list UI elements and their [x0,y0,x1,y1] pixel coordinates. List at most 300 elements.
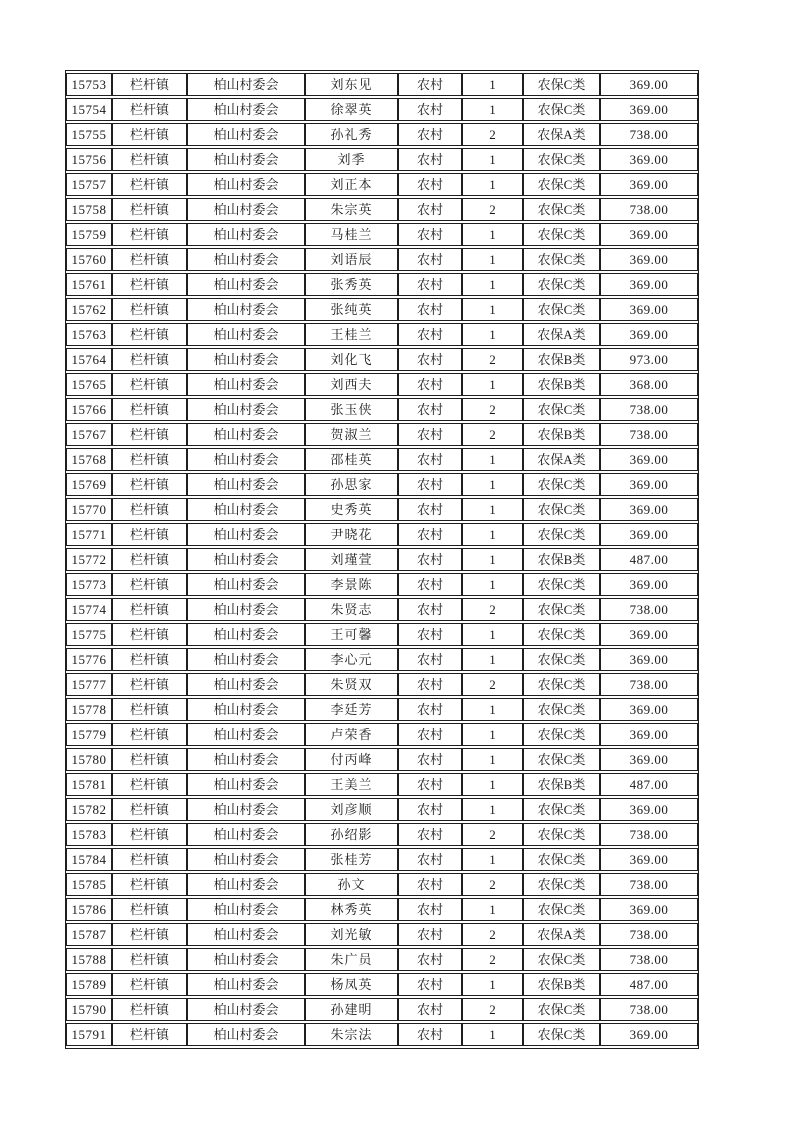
cell-amount: 738.00 [600,948,698,971]
cell-amount: 738.00 [600,423,698,446]
cell-id: 15781 [66,773,112,796]
cell-name: 李景陈 [305,573,398,596]
cell-count: 1 [462,573,523,596]
cell-town: 栏杆镇 [112,648,187,671]
cell-amount: 738.00 [600,198,698,221]
cell-category: 农保A类 [523,323,600,346]
cell-category: 农保C类 [523,298,600,321]
cell-count: 1 [462,373,523,396]
cell-id: 15769 [66,473,112,496]
cell-type: 农村 [398,148,462,171]
cell-category: 农保C类 [523,948,600,971]
cell-name: 卢荣香 [305,723,398,746]
cell-category: 农保C类 [523,398,600,421]
cell-count: 1 [462,248,523,271]
cell-category: 农保B类 [523,973,600,996]
cell-count: 1 [462,973,523,996]
cell-id: 15784 [66,848,112,871]
cell-amount: 369.00 [600,498,698,521]
cell-town: 栏杆镇 [112,623,187,646]
cell-id: 15785 [66,873,112,896]
cell-category: 农保C类 [523,523,600,546]
cell-town: 栏杆镇 [112,923,187,946]
cell-count: 1 [462,623,523,646]
cell-count: 2 [462,398,523,421]
table-row [66,148,698,171]
cell-category: 农保B类 [523,773,600,796]
table-row [66,773,698,796]
cell-amount: 369.00 [600,448,698,471]
table-row [66,173,698,196]
cell-type: 农村 [398,623,462,646]
cell-type: 农村 [398,273,462,296]
cell-name: 朱贤双 [305,673,398,696]
table-row [66,698,698,721]
table-row [66,73,698,96]
cell-name: 刘化飞 [305,348,398,371]
cell-amount: 738.00 [600,123,698,146]
cell-category: 农保C类 [523,273,600,296]
cell-id: 15782 [66,798,112,821]
cell-village: 柏山村委会 [187,673,305,696]
cell-village: 柏山村委会 [187,598,305,621]
cell-town: 栏杆镇 [112,123,187,146]
cell-id: 15761 [66,273,112,296]
cell-amount: 487.00 [600,973,698,996]
cell-village: 柏山村委会 [187,698,305,721]
table-row [66,398,698,421]
cell-count: 2 [462,673,523,696]
cell-amount: 368.00 [600,373,698,396]
cell-amount: 369.00 [600,298,698,321]
table-row [66,423,698,446]
table-row [66,923,698,946]
cell-type: 农村 [398,198,462,221]
cell-type: 农村 [398,923,462,946]
cell-town: 栏杆镇 [112,323,187,346]
cell-town: 栏杆镇 [112,1023,187,1046]
cell-name: 徐翠英 [305,98,398,121]
cell-amount: 487.00 [600,773,698,796]
table-row [66,248,698,271]
table-row [66,198,698,221]
cell-amount: 487.00 [600,548,698,571]
cell-category: 农保C类 [523,173,600,196]
cell-type: 农村 [398,448,462,471]
cell-category: 农保C类 [523,98,600,121]
cell-id: 15770 [66,498,112,521]
cell-village: 柏山村委会 [187,798,305,821]
cell-name: 刘正本 [305,173,398,196]
cell-count: 1 [462,273,523,296]
table-row [66,498,698,521]
cell-village: 柏山村委会 [187,523,305,546]
cell-name: 邵桂英 [305,448,398,471]
cell-category: 农保C类 [523,248,600,271]
cell-count: 1 [462,748,523,771]
table-row [66,648,698,671]
cell-category: 农保C类 [523,198,600,221]
cell-town: 栏杆镇 [112,398,187,421]
cell-category: 农保B类 [523,348,600,371]
cell-town: 栏杆镇 [112,248,187,271]
cell-category: 农保C类 [523,848,600,871]
cell-type: 农村 [398,373,462,396]
table-row [66,873,698,896]
cell-town: 栏杆镇 [112,798,187,821]
cell-name: 孙思家 [305,473,398,496]
cell-id: 15775 [66,623,112,646]
cell-village: 柏山村委会 [187,148,305,171]
cell-count: 1 [462,173,523,196]
cell-name: 孙建明 [305,998,398,1021]
cell-amount: 369.00 [600,173,698,196]
cell-town: 栏杆镇 [112,723,187,746]
cell-village: 柏山村委会 [187,173,305,196]
cell-category: 农保C类 [523,148,600,171]
cell-category: 农保C类 [523,873,600,896]
cell-name: 史秀英 [305,498,398,521]
table-row [66,523,698,546]
cell-type: 农村 [398,548,462,571]
cell-village: 柏山村委会 [187,273,305,296]
cell-name: 杨凤英 [305,973,398,996]
table-body [66,73,698,1046]
cell-count: 1 [462,498,523,521]
cell-count: 2 [462,423,523,446]
cell-category: 农保B类 [523,373,600,396]
cell-id: 15756 [66,148,112,171]
cell-count: 1 [462,223,523,246]
cell-village: 柏山村委会 [187,223,305,246]
cell-count: 1 [462,723,523,746]
cell-category: 农保C类 [523,748,600,771]
cell-type: 农村 [398,573,462,596]
cell-village: 柏山村委会 [187,923,305,946]
cell-village: 柏山村委会 [187,848,305,871]
cell-town: 栏杆镇 [112,73,187,96]
cell-category: 农保C类 [523,898,600,921]
cell-amount: 369.00 [600,223,698,246]
cell-id: 15762 [66,298,112,321]
cell-amount: 973.00 [600,348,698,371]
cell-name: 张玉侠 [305,398,398,421]
cell-category: 农保C类 [523,648,600,671]
cell-name: 王美兰 [305,773,398,796]
cell-count: 1 [462,898,523,921]
cell-id: 15767 [66,423,112,446]
cell-count: 1 [462,73,523,96]
cell-id: 15789 [66,973,112,996]
cell-amount: 369.00 [600,1023,698,1046]
cell-count: 2 [462,123,523,146]
table-row [66,98,698,121]
cell-amount: 369.00 [600,848,698,871]
cell-id: 15764 [66,348,112,371]
cell-category: 农保C类 [523,1023,600,1046]
cell-town: 栏杆镇 [112,373,187,396]
cell-name: 王桂兰 [305,323,398,346]
cell-type: 农村 [398,873,462,896]
cell-count: 1 [462,323,523,346]
cell-count: 1 [462,523,523,546]
cell-id: 15777 [66,673,112,696]
cell-name: 孙文 [305,873,398,896]
cell-count: 1 [462,1023,523,1046]
cell-category: 农保C类 [523,498,600,521]
cell-category: 农保C类 [523,723,600,746]
cell-id: 15778 [66,698,112,721]
cell-town: 栏杆镇 [112,698,187,721]
cell-id: 15760 [66,248,112,271]
cell-amount: 369.00 [600,323,698,346]
cell-name: 刘瑾萱 [305,548,398,571]
table-row [66,123,698,146]
cell-amount: 738.00 [600,673,698,696]
cell-village: 柏山村委会 [187,823,305,846]
cell-id: 15758 [66,198,112,221]
cell-category: 农保C类 [523,73,600,96]
cell-town: 栏杆镇 [112,573,187,596]
cell-name: 张桂芳 [305,848,398,871]
cell-count: 2 [462,923,523,946]
cell-town: 栏杆镇 [112,848,187,871]
cell-count: 1 [462,473,523,496]
cell-town: 栏杆镇 [112,523,187,546]
table-row [66,898,698,921]
cell-name: 朱宗英 [305,198,398,221]
cell-town: 栏杆镇 [112,973,187,996]
cell-type: 农村 [398,498,462,521]
cell-id: 15791 [66,1023,112,1046]
cell-town: 栏杆镇 [112,273,187,296]
cell-count: 2 [462,823,523,846]
cell-count: 1 [462,548,523,571]
cell-type: 农村 [398,998,462,1021]
cell-name: 王可馨 [305,623,398,646]
cell-town: 栏杆镇 [112,598,187,621]
cell-village: 柏山村委会 [187,98,305,121]
cell-count: 2 [462,873,523,896]
cell-count: 2 [462,948,523,971]
cell-category: 农保B类 [523,548,600,571]
cell-village: 柏山村委会 [187,573,305,596]
cell-type: 农村 [398,648,462,671]
cell-town: 栏杆镇 [112,148,187,171]
cell-type: 农村 [398,748,462,771]
cell-name: 李廷芳 [305,698,398,721]
cell-name: 刘西夫 [305,373,398,396]
cell-town: 栏杆镇 [112,223,187,246]
cell-name: 张纯英 [305,298,398,321]
cell-type: 农村 [398,98,462,121]
cell-village: 柏山村委会 [187,373,305,396]
cell-village: 柏山村委会 [187,773,305,796]
table-row [66,573,698,596]
cell-type: 农村 [398,1023,462,1046]
cell-category: 农保B类 [523,423,600,446]
cell-name: 朱广员 [305,948,398,971]
cell-amount: 369.00 [600,573,698,596]
table-row [66,998,698,1021]
cell-town: 栏杆镇 [112,673,187,696]
cell-name: 刘彦顺 [305,798,398,821]
cell-amount: 369.00 [600,648,698,671]
cell-town: 栏杆镇 [112,298,187,321]
cell-id: 15786 [66,898,112,921]
cell-id: 15773 [66,573,112,596]
cell-amount: 738.00 [600,823,698,846]
cell-amount: 369.00 [600,98,698,121]
cell-id: 15755 [66,123,112,146]
cell-type: 农村 [398,473,462,496]
table-row [66,323,698,346]
table-row [66,673,698,696]
cell-id: 15766 [66,398,112,421]
cell-amount: 738.00 [600,398,698,421]
cell-amount: 369.00 [600,248,698,271]
table-row [66,598,698,621]
cell-amount: 738.00 [600,873,698,896]
cell-count: 1 [462,148,523,171]
cell-amount: 369.00 [600,723,698,746]
cell-name: 尹晓花 [305,523,398,546]
cell-amount: 369.00 [600,523,698,546]
cell-town: 栏杆镇 [112,98,187,121]
table-row [66,723,698,746]
cell-village: 柏山村委会 [187,973,305,996]
cell-name: 刘语辰 [305,248,398,271]
cell-amount: 369.00 [600,748,698,771]
cell-amount: 369.00 [600,798,698,821]
cell-town: 栏杆镇 [112,548,187,571]
cell-amount: 738.00 [600,923,698,946]
cell-amount: 369.00 [600,473,698,496]
cell-category: 农保C类 [523,998,600,1021]
cell-id: 15779 [66,723,112,746]
cell-town: 栏杆镇 [112,823,187,846]
cell-count: 1 [462,648,523,671]
cell-id: 15759 [66,223,112,246]
cell-name: 刘东见 [305,73,398,96]
cell-category: 农保C类 [523,698,600,721]
cell-id: 15774 [66,598,112,621]
cell-type: 农村 [398,248,462,271]
cell-category: 农保A类 [523,923,600,946]
cell-village: 柏山村委会 [187,648,305,671]
cell-id: 15768 [66,448,112,471]
cell-id: 15763 [66,323,112,346]
cell-category: 农保C类 [523,823,600,846]
cell-count: 2 [462,348,523,371]
cell-type: 农村 [398,223,462,246]
cell-town: 栏杆镇 [112,498,187,521]
cell-count: 2 [462,198,523,221]
cell-town: 栏杆镇 [112,898,187,921]
table-row [66,298,698,321]
cell-village: 柏山村委会 [187,448,305,471]
cell-name: 刘季 [305,148,398,171]
cell-village: 柏山村委会 [187,398,305,421]
cell-id: 15771 [66,523,112,546]
cell-village: 柏山村委会 [187,123,305,146]
cell-town: 栏杆镇 [112,473,187,496]
table-row [66,823,698,846]
cell-name: 贺淑兰 [305,423,398,446]
cell-village: 柏山村委会 [187,473,305,496]
cell-amount: 369.00 [600,698,698,721]
cell-name: 付丙峰 [305,748,398,771]
cell-category: 农保C类 [523,798,600,821]
cell-village: 柏山村委会 [187,1023,305,1046]
cell-category: 农保C类 [523,598,600,621]
cell-type: 农村 [398,173,462,196]
cell-type: 农村 [398,423,462,446]
cell-count: 1 [462,448,523,471]
cell-count: 1 [462,848,523,871]
cell-village: 柏山村委会 [187,898,305,921]
table-row [66,223,698,246]
cell-town: 栏杆镇 [112,173,187,196]
cell-type: 农村 [398,973,462,996]
cell-amount: 738.00 [600,598,698,621]
cell-village: 柏山村委会 [187,248,305,271]
cell-village: 柏山村委会 [187,723,305,746]
cell-type: 农村 [398,773,462,796]
cell-type: 农村 [398,823,462,846]
cell-amount: 369.00 [600,898,698,921]
cell-village: 柏山村委会 [187,623,305,646]
cell-town: 栏杆镇 [112,773,187,796]
cell-name: 张秀英 [305,273,398,296]
cell-id: 15787 [66,923,112,946]
cell-name: 朱宗法 [305,1023,398,1046]
table-row [66,273,698,296]
table-row [66,623,698,646]
table-row [66,448,698,471]
cell-name: 孙绍影 [305,823,398,846]
cell-type: 农村 [398,298,462,321]
cell-id: 15772 [66,548,112,571]
table-row [66,373,698,396]
cell-category: 农保C类 [523,673,600,696]
cell-type: 农村 [398,723,462,746]
table-row [66,548,698,571]
table-row [66,973,698,996]
cell-town: 栏杆镇 [112,873,187,896]
cell-name: 孙礼秀 [305,123,398,146]
cell-id: 15780 [66,748,112,771]
cell-amount: 369.00 [600,73,698,96]
cell-id: 15754 [66,98,112,121]
cell-count: 1 [462,98,523,121]
cell-type: 农村 [398,698,462,721]
cell-id: 15765 [66,373,112,396]
cell-name: 林秀英 [305,898,398,921]
cell-type: 农村 [398,948,462,971]
cell-count: 1 [462,298,523,321]
cell-count: 1 [462,698,523,721]
cell-id: 15783 [66,823,112,846]
cell-category: 农保C类 [523,573,600,596]
cell-type: 农村 [398,123,462,146]
cell-village: 柏山村委会 [187,998,305,1021]
cell-name: 朱贤志 [305,598,398,621]
cell-village: 柏山村委会 [187,498,305,521]
cell-village: 柏山村委会 [187,748,305,771]
cell-category: 农保C类 [523,223,600,246]
cell-id: 15776 [66,648,112,671]
